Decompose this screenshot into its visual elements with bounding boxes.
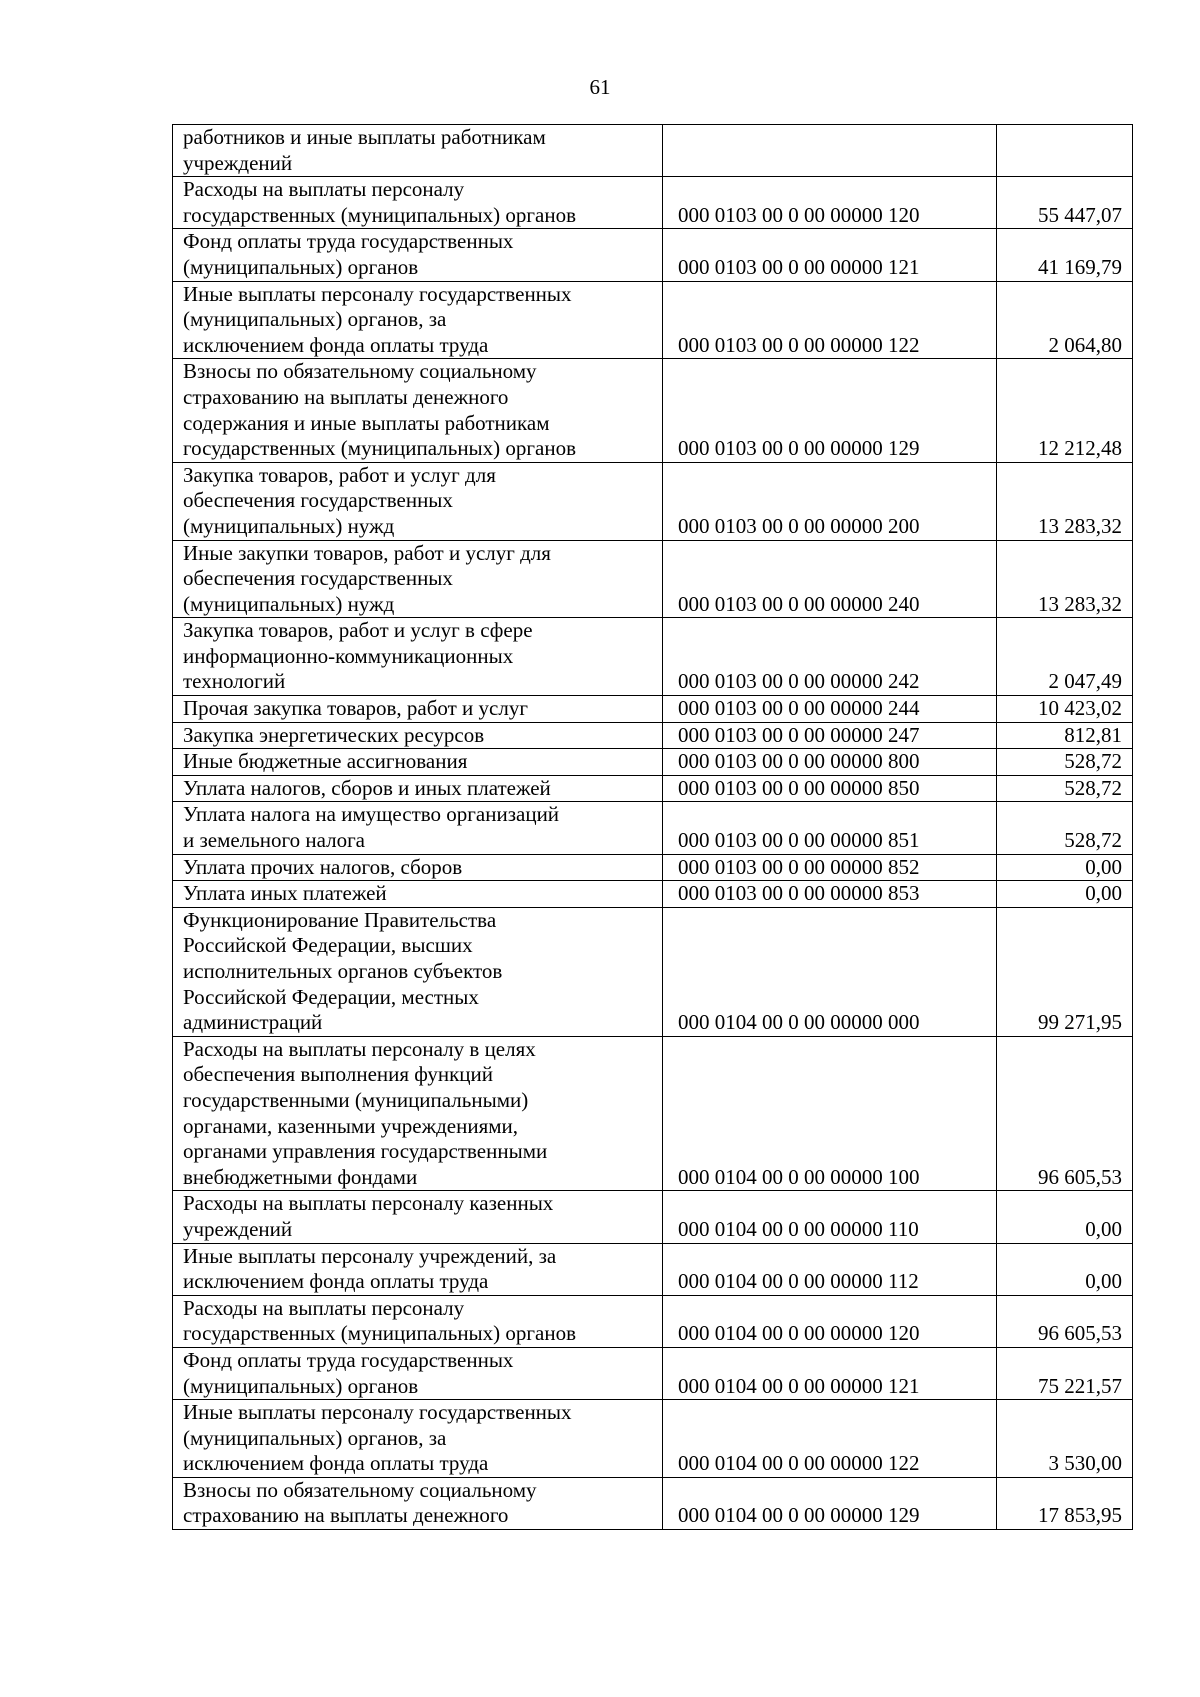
table-row [173,540,1133,618]
row-name: Уплата налога на имущество организаций и земельного налога [173,802,663,854]
table-row [173,854,1133,881]
row-code: 000 0103 00 0 00 00000 244 [663,696,997,723]
row-code: 000 0104 00 0 00 00000 000 [663,907,997,1036]
row-code: 000 0103 00 0 00 00000 242 [663,618,997,696]
row-sum: 2 064,80 [997,281,1133,359]
table-row [173,696,1133,723]
table-row [173,281,1133,359]
row-code: 000 0103 00 0 00 00000 121 [663,229,997,281]
table-row [173,1295,1133,1347]
row-name: Прочая закупка товаров, работ и услуг [173,696,663,723]
row-sum: 528,72 [997,802,1133,854]
row-name: Уплата налогов, сборов и иных платежей [173,775,663,802]
row-name: Иные бюджетные ассигнования [173,749,663,776]
row-name: Расходы на выплаты персоналу казенных учреждений [173,1191,663,1243]
row-code: 000 0103 00 0 00 00000 200 [663,462,997,540]
row-code: 000 0103 00 0 00 00000 800 [663,749,997,776]
row-code: 000 0103 00 0 00 00000 129 [663,359,997,462]
row-sum: 528,72 [997,749,1133,776]
row-sum: 96 605,53 [997,1036,1133,1191]
row-name: Закупка товаров, работ и услуг для обеспечения государственных (муниципальных) нужд [173,462,663,540]
table-row [173,1243,1133,1295]
row-sum: 99 271,95 [997,907,1133,1036]
row-sum: 41 169,79 [997,229,1133,281]
row-sum: 0,00 [997,1191,1133,1243]
row-code: 000 0103 00 0 00 00000 122 [663,281,997,359]
row-sum: 0,00 [997,1243,1133,1295]
budget-table-body [173,125,1133,1530]
table-row [173,1347,1133,1399]
row-sum: 2 047,49 [997,618,1133,696]
row-name: Взносы по обязательному социальному страхованию на выплаты денежного содержания и иные выплаты работникам государственных (муниципальных) органов [173,359,663,462]
row-name: работников и иные выплаты работникам учреждений [173,125,663,177]
row-name: Уплата прочих налогов, сборов [173,854,663,881]
row-sum: 75 221,57 [997,1347,1133,1399]
table-row [173,749,1133,776]
row-name: Иные выплаты персоналу государственных (муниципальных) органов, за исключением фонда оплаты труда [173,281,663,359]
table-row [173,462,1133,540]
table-row [173,618,1133,696]
row-name: Закупка товаров, работ и услуг в сфере информационно-коммуникационных технологий [173,618,663,696]
row-name: Фонд оплаты труда государственных (муниципальных) органов [173,1347,663,1399]
row-code [663,125,997,177]
row-sum: 17 853,95 [997,1477,1133,1529]
row-code: 000 0103 00 0 00 00000 852 [663,854,997,881]
row-name: Уплата иных платежей [173,881,663,908]
table-row [173,802,1133,854]
table-row [173,1036,1133,1191]
table-row [173,125,1133,177]
row-sum: 96 605,53 [997,1295,1133,1347]
row-sum: 3 530,00 [997,1400,1133,1478]
table-row [173,229,1133,281]
row-code: 000 0104 00 0 00 00000 120 [663,1295,997,1347]
row-sum: 13 283,32 [997,462,1133,540]
row-name: Иные выплаты персоналу учреждений, за исключением фонда оплаты труда [173,1243,663,1295]
row-code: 000 0104 00 0 00 00000 129 [663,1477,997,1529]
row-code: 000 0104 00 0 00 00000 122 [663,1400,997,1478]
row-sum: 812,81 [997,722,1133,749]
table-row [173,907,1133,1036]
table-row [173,359,1133,462]
row-code: 000 0104 00 0 00 00000 110 [663,1191,997,1243]
page-number: 61 [589,75,611,99]
row-name: Взносы по обязательному социальному страхованию на выплаты денежного [173,1477,663,1529]
row-code: 000 0103 00 0 00 00000 240 [663,540,997,618]
table-row [173,775,1133,802]
row-sum: 0,00 [997,881,1133,908]
row-name: Функционирование Правительства Российской Федерации, высших исполнительных органов субъектов Российской Федерации, местных администраций [173,907,663,1036]
row-name: Иные закупки товаров, работ и услуг для обеспечения государственных (муниципальных) нужд [173,540,663,618]
row-sum [997,125,1133,177]
row-sum: 13 283,32 [997,540,1133,618]
table-row [173,1477,1133,1529]
row-name: Расходы на выплаты персоналу государственных (муниципальных) органов [173,177,663,229]
table-row [173,722,1133,749]
row-code: 000 0103 00 0 00 00000 120 [663,177,997,229]
table-row [173,177,1133,229]
row-code: 000 0103 00 0 00 00000 853 [663,881,997,908]
row-sum: 55 447,07 [997,177,1133,229]
row-sum: 528,72 [997,775,1133,802]
row-code: 000 0104 00 0 00 00000 100 [663,1036,997,1191]
row-name: Закупка энергетических ресурсов [173,722,663,749]
row-sum: 10 423,02 [997,696,1133,723]
row-name: Расходы на выплаты персоналу государственных (муниципальных) органов [173,1295,663,1347]
row-code: 000 0103 00 0 00 00000 851 [663,802,997,854]
budget-table [172,124,1133,1530]
table-row [173,1400,1133,1478]
row-code: 000 0104 00 0 00 00000 112 [663,1243,997,1295]
table-row [173,1191,1133,1243]
row-name: Расходы на выплаты персоналу в целях обеспечения выполнения функций государственными (муниципальными) органами, казенными учреждениями, органами управления государственными внебюджетными фондами [173,1036,663,1191]
row-code: 000 0103 00 0 00 00000 850 [663,775,997,802]
row-name: Иные выплаты персоналу государственных (муниципальных) органов, за исключением фонда оплаты труда [173,1400,663,1478]
row-code: 000 0103 00 0 00 00000 247 [663,722,997,749]
table-row [173,881,1133,908]
row-code: 000 0104 00 0 00 00000 121 [663,1347,997,1399]
row-name: Фонд оплаты труда государственных (муниципальных) органов [173,229,663,281]
row-sum: 12 212,48 [997,359,1133,462]
row-sum: 0,00 [997,854,1133,881]
